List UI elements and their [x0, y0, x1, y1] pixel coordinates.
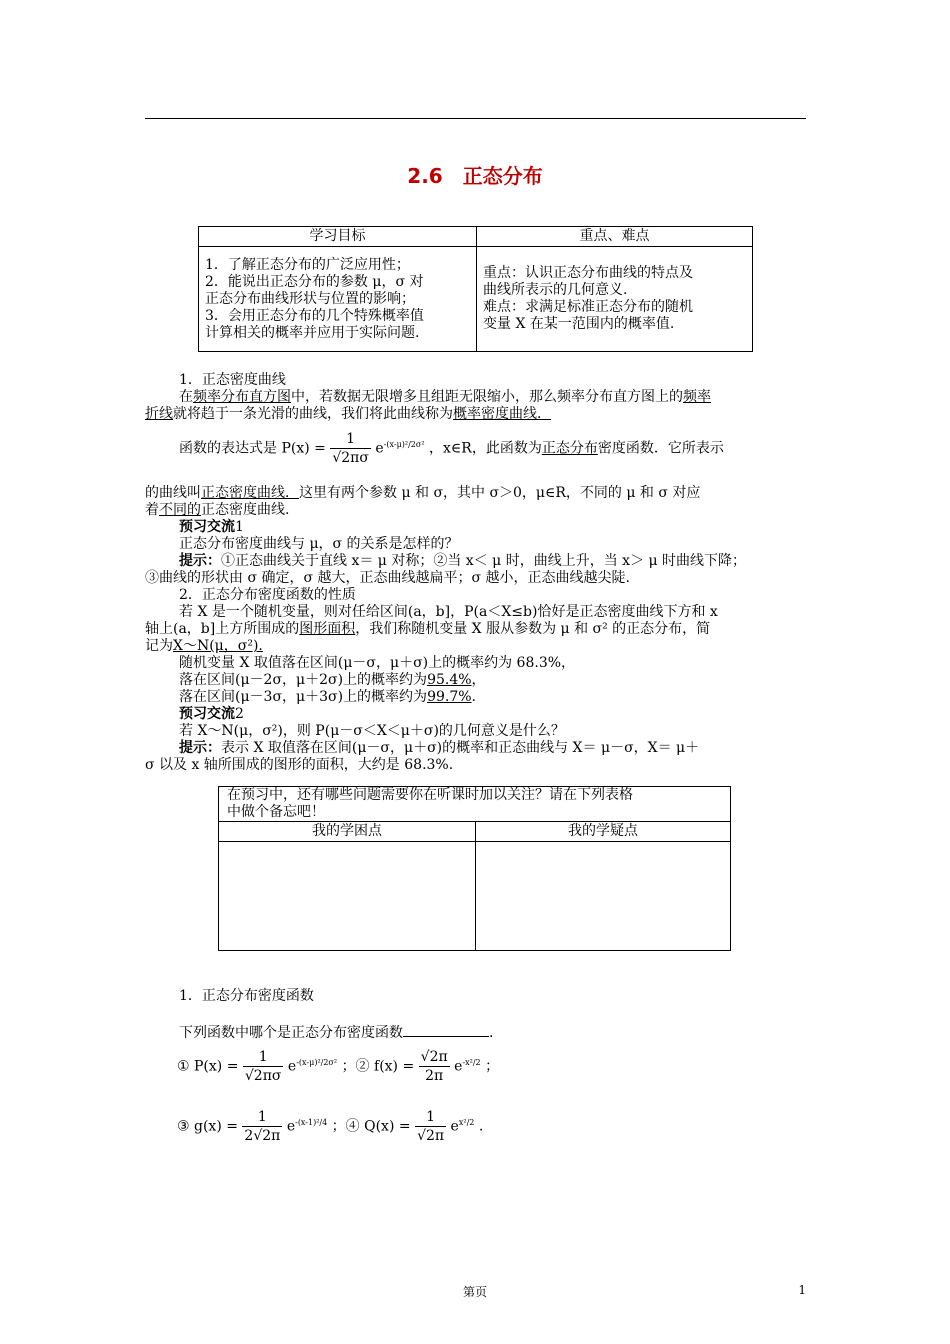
goals-cell	[199, 247, 477, 352]
goal-line: 计算相关的概率并应用于实际问题.	[205, 324, 420, 341]
section1-line4: 的曲线叫正态密度曲线．这里有两个参数 μ 和 σ，其中 σ＞0，μ∈R，不同的 μ 和 σ 对应	[145, 485, 701, 501]
option2-fraction: $\frac{√2\pi}{2\pi}$	[420, 1049, 448, 1084]
page-title: 2.6 正态分布	[407, 164, 543, 188]
goal-line: 1．了解正态分布的广泛应用性；	[205, 256, 410, 273]
keypoint-line: 变量 X 在某一范围内的概率值.	[483, 316, 675, 332]
prob-three-sigma: 落在区间(μ－3σ，μ＋3σ)上的概率约为99.7%.	[179, 689, 476, 705]
goal-line: 2．能说出正态分布的参数 μ，σ 对	[205, 273, 424, 290]
section2-line1: 若 X 是一个随机变量，则对任给区间(a，b]，P(a＜X≤b)恰好是正态密度曲线下方和 x	[179, 604, 718, 620]
preview1-question: 正态分布密度曲线与 μ，σ 的关系是怎样的？	[179, 536, 459, 552]
memo-difficulties-cell[interactable]	[219, 842, 476, 951]
memo-doubts-cell[interactable]	[476, 842, 731, 951]
memo-intro: 在预习中，还有哪些问题需要你在听课时加以关注？请在下列表格 中做个备忘吧！	[219, 787, 731, 822]
preview2-label: 预习交流2	[179, 706, 244, 722]
section2-line2: 轴上(a，b]上方所围成的图形面积，我们称随机变量 X 服从参数为 μ 和 σ² 的正态分布，简	[145, 621, 711, 637]
goal-line: 3．会用正态分布的几个特殊概率值	[205, 307, 424, 324]
options-row-2: ③ g(x) = $\frac{1}{2√2\pi}$ $e^{-(x-1)^2/4}$ ；④ Q(x) = $\frac{1}{√2\pi}$ $e^{x^2/2}$ .	[177, 1109, 484, 1144]
keypoints-cell	[477, 247, 753, 352]
option4-fraction: $\frac{1}{√2\pi}$	[417, 1109, 445, 1144]
options-row-1: ① P(x) = $\frac{1}{√2\pi\sigma}$ $e^{-(x-\mu)^2/2\sigma^2}$ ；② f(x) = $\frac{√2\pi}{2\pi}$ $e^{-x^2/2}$ ；	[177, 1049, 500, 1084]
option3-fraction: $\frac{1}{2√2\pi}$	[244, 1109, 281, 1144]
keypoint-line: 难点：求满足标准正态分布的随机	[483, 299, 693, 315]
preview1-hint-cont: ③曲线的形状由 σ 确定，σ 越大，正态曲线越扁平；σ 越小，正态曲线越尖陡.	[145, 570, 630, 586]
preview2-hint-cont: σ 以及 x 轴所围成的图形的面积，大约是 68.3%.	[145, 757, 454, 773]
preview1-hint: 提示：①正态曲线关于直线 x＝ μ 对称；②当 x＜ μ 时，曲线上升，当 x＞ μ 时曲线下降；	[179, 553, 747, 569]
density-formula: 函数的表达式是 P(x) = $\frac{1}{√2\pi\sigma}$ $e^{-(x-\mu)^2/2\sigma^2}$ ，x∈R，此函数为正态分布密度函数．它所表示	[179, 431, 724, 466]
formula-fraction: $\frac{1}{√2\pi\sigma}$	[332, 431, 369, 466]
exercise-heading: 1．正态分布密度函数	[179, 988, 314, 1004]
memo-col-doubts: 我的学疑点	[476, 822, 731, 842]
preview2-hint: 提示：表示 X 取值落在区间(μ－σ，μ＋σ)的概率和正态曲线与 X＝ μ－σ，X＝ μ＋	[179, 740, 700, 756]
section1-heading: 1．正态密度曲线	[179, 372, 286, 388]
goal-line: 正态分布曲线形状与位置的影响；	[205, 290, 415, 307]
section2-line3: 记为X～N(μ，σ²).	[145, 638, 263, 654]
prob-one-sigma: 随机变量 X 取值落在区间(μ－σ，μ＋σ)上的概率约为 68.3%，	[179, 655, 576, 671]
section2-heading: 2．正态分布密度函数的性质	[179, 587, 356, 603]
prob-two-sigma: 落在区间(μ－2σ，μ＋2σ)上的概率约为95.4%，	[179, 672, 486, 688]
keypoint-line: 曲线所表示的几何意义.	[483, 282, 628, 298]
memo-col-difficulties: 我的学困点	[219, 822, 476, 842]
keypoint-line: 重点：认识正态分布曲线的特点及	[483, 265, 693, 281]
keypoints-col-header: 重点、难点	[477, 227, 753, 247]
exercise-question: 下列函数中哪个是正态分布密度函数 .	[145, 1022, 806, 1042]
footer-page-number: 1	[798, 1283, 806, 1297]
goals-col-header: 学习目标	[199, 227, 477, 247]
memo-table	[218, 786, 731, 951]
answer-blank[interactable]	[403, 1022, 489, 1037]
goals-table	[198, 226, 753, 352]
preview1-label: 预习交流1	[179, 519, 244, 535]
header-rule	[145, 118, 806, 119]
section1-line2: 折线就将趋于一条光滑的曲线，我们将此曲线称为概率密度曲线．	[145, 406, 551, 422]
preview2-question: 若 X～N(μ，σ²)，则 P(μ－σ＜X＜μ＋σ)的几何意义是什么？	[179, 723, 565, 739]
footer-page-label: 第页	[462, 1285, 487, 1299]
section1-line1: 在频率分布直方图中，若数据无限增多且组距无限缩小，那么频率分布直方图上的频率	[179, 389, 711, 405]
section1-line5: 着不同的正态密度曲线.	[145, 502, 290, 518]
option1-fraction: $\frac{1}{√2\pi\sigma}$	[244, 1049, 282, 1084]
